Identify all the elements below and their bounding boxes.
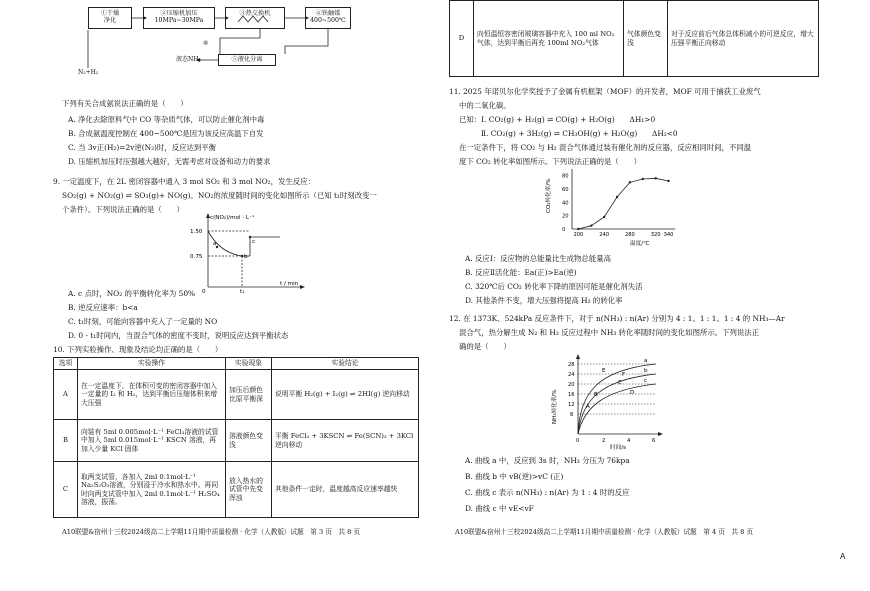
q10-header-operation: 实验操作 [78,358,226,370]
nh3-graph-ytick: 8 [570,412,574,418]
q10-cell: 平衡 FeCl₃ + 3KSCN ⇌ Fe(SCN)₃ + 3KCl 逆向移动 [272,420,419,462]
flow-box-catalyst: ④铁触媒 400~500℃ [305,7,351,29]
q8-option-b: B. 合成氨温度控制在 400~500℃是因为该反应高温下自发 [68,129,264,138]
table-row [450,1,819,77]
q9-graph-y2: 0.75 [190,254,203,260]
q10-stem: 10. 下列实验操作、现象及结论均正确的是（ ） [53,345,223,354]
q10-cell: 在一定温度下，在体积可变的密闭容器中加入一定量的 I₂ 和 H₂，达到平衡后压缩体积来增大压强 [78,370,226,420]
q10-cell: 对于反应前后气体总体积减小的可逆反应，增大压强平衡正向移动 [668,1,819,77]
q10-cell: 取两支试管，各加入 2ml 0.1mol·L⁻¹ Na₂S₂O₃溶液，分别浸于冷水和热水中。再同时向两支试管中加入 2ml 0.1mol·L⁻¹ H₂SO₄溶液，振荡。 [78,462,226,518]
co2-chart-xtick: 240 [599,232,610,238]
nh3-graph-xlabel: 时间/s [610,445,626,450]
q12-stem-line2: 混合气，热分解生成 N₂ 和 H₂ 反应过程中 NH₃ 转化率随时间的变化如图所示。下列说法正 [459,328,760,337]
q10-cell: 向恒温恒容密闭玻璃容器中充入 100 ml NO₂气体，达到平衡后再充 100ml NO₂气体 [474,1,624,77]
point-label-E: E [602,368,606,374]
q12-stem-line1: 12. 在 1373K、524kPa 反应条件下，对于 n(NH₃) : n(Ar) 分别为 4 : 1、1 : 1、1 : 4 的 NH₃—Ar [449,314,785,323]
co2-chart-xtick: 320 [650,232,661,238]
q9-graph-point-c: c [252,239,256,245]
right-footer: A10联盟&宿州十三校2024级高二上学期11月期中质量检测 · 化学（人教版）试题 第 4 页 共 8 页 [455,528,754,536]
q10-cell: A [54,370,78,420]
flow-arrows [60,0,360,82]
co2-data-point [667,180,669,182]
q11-option-b: B. 反应Ⅱ活化能：Ea(正)>Ea(逆) [465,268,577,277]
q11-option-c: C. 320℃后 CO₂ 转化率下降的原因可能是催化剂失活 [465,282,643,291]
nh3-graph-ytick: 20 [568,382,575,388]
co2-chart-ylabel: CO₂转化率/% [546,178,552,213]
q8-option-a: A. 净化去除原料气中 CO 等杂质气体，可以防止催化剂中毒 [68,115,265,124]
flow-label-output: 液态NH₃ [176,56,201,63]
q11-option-d: D. 其他条件不变，增大压强将提高 H₂ 的转化率 [465,296,623,305]
nh3-graph-xtick: 2 [602,438,606,444]
curve-label-b: b [644,368,648,374]
nh3-graph-xtick: 6 [652,438,656,444]
co2-data-point [654,177,656,179]
q9-graph-point-a: a [213,241,217,247]
curve-label-a: a [644,358,648,364]
q10-cell: 加压后颜色比原平衡深 [226,370,272,420]
q10-cell: 溶液颜色变浅 [226,420,272,462]
left-footer: A10联盟&宿州十三校2024级高二上学期11月期中质量检测 · 化学（人教版）试题 第 3 页 共 8 页 [62,528,361,536]
q9-graph-point-b: b [244,254,248,260]
nh3-graph-ylabel: NH₃转化率/% [552,389,558,424]
table-row [54,370,419,420]
q9-concentration-graph [180,213,310,293]
co2-chart-ytick: 60 [562,187,569,193]
co2-data-point [642,178,644,180]
point-label-A: A [586,404,590,410]
flow-box-compressor: ②压缩机加压 10MPa~30MPa [143,7,215,29]
q10-header-option: 选项 [54,358,78,370]
q9-graph-origin: 0 [202,289,206,293]
flow-box-liquefaction: ⑤液化分离 [218,54,276,66]
flow-label-6: ⑥ [203,40,209,47]
q10-header-phenomenon: 实验现象 [226,358,272,370]
co2-conversion-chart [540,165,680,250]
flow-box-heat-exchanger: ③热交换机 [225,7,285,29]
co2-series-line [578,178,668,229]
co2-chart-ytick: 0 [562,227,566,233]
co2-chart-ytick: 40 [562,200,569,207]
point-label-D: D [630,390,635,396]
q12-option-d: D. 曲线 c 中 vE<vF [465,504,534,513]
point-label-B: B [594,392,598,398]
nh3-graph-ytick: 24 [568,372,575,378]
q10-cell: 向装有 5ml 0.005mol·L⁻¹ FeCl₃溶液的试管中加入 5ml 0.015mol·L⁻¹ KSCN 溶液，再加入少量 KCl 固体 [78,420,226,462]
q10-cell: 其他条件一定时，温度越高反应速率越快 [272,462,419,518]
q9-graph-t1: t₁ [240,289,245,293]
table-row [54,462,419,518]
q10-cell: B [54,420,78,462]
q11-reaction-2: Ⅱ. CO₂(g) + 3H₂(g) ⇌ CH₃OH(g) + H₂O(g) ΔH₂<0 [481,129,678,138]
nh3-graph-ytick: 12 [568,402,575,408]
q10-table-continued [449,0,819,77]
q9-stem-line2: SO₂(g) + NO₂(g) ⇌ SO₃(g)+ NO(g)。NO₂的浓度随时间的变化如图所示（已知 t₁时刻改变一 [62,191,377,200]
co2-data-point [577,228,579,230]
q9-graph-ylabel: c(NO₂)/mol · L⁻¹ [210,215,255,221]
q10-cell: 说明平衡 H₂(g) + I₂(g) ⇌ 2HI(g) 逆向移动 [272,370,419,420]
nh3-graph-xtick: 0 [576,438,580,444]
nh3-graph-ytick: 28 [568,362,575,368]
co2-chart-ytick: 80 [562,173,569,180]
q10-header-conclusion: 实验结论 [272,358,419,370]
q10-table [53,357,419,518]
co2-chart-xtick: 280 [624,232,635,238]
point-label-C: C [618,380,622,386]
flow-label-input: N₂+H₂ [78,69,99,76]
flow-box-dry: ①干燥 净化 [88,7,132,29]
q8-stem: 下列有关合成氨说法正确的是（ ） [62,99,188,108]
q9-stem-line3: 个条件）。下列说法正确的是（ ） [62,205,184,214]
co2-data-point [616,196,618,198]
q8-option-d: D. 压缩机加压时压强越大越好，无需考虑对设备和动力的要求 [68,157,271,166]
co2-chart-xlabel: 温度/℃ [630,241,650,247]
q9-graph-xlabel: t / min [280,281,299,287]
q9-option-b: B. 逆反应速率：b<a [68,303,138,312]
q12-option-b: B. 曲线 b 中 vB(逆)>vC (正) [465,472,564,481]
q10-cell: 放入热水的试管中先变浑浊 [226,462,272,518]
q10-cell: 气体颜色变浅 [624,1,668,77]
curve-label-c: c [644,378,648,384]
point-label-F: F [622,372,626,378]
co2-chart-ytick: 20 [562,213,569,220]
co2-chart-xtick: 200 [573,232,584,238]
q9-option-d: D. 0 - t₁时间内，当混合气体的密度不变时，说明反应达到平衡状态 [68,331,289,340]
co2-data-point [590,224,592,226]
q9-stem-line1: 9. 一定温度下，在 2L 密闭容器中通入 3 mol SO₂ 和 3 mol NO₂，发生反应： [53,177,315,186]
q11-stem-line4: 度下 CO₂ 转化率如图所示。下列说法正确的是（ ） [459,157,641,166]
nh3-graph-xtick: 4 [627,438,631,444]
q10-cell: D [450,1,474,77]
q9-option-c: C. t₁时刻，可能向容器中充入了一定量的 NO [68,317,218,326]
corner-mark: A [840,552,846,561]
q12-stem-line3: 确的是（ ） [459,342,511,351]
q11-stem-line3: 在一定条件下，将 CO₂ 与 H₂ 混合气体通过装有催化剂的反应器，反应相同时间，不同温 [459,143,752,152]
q9-option-a: A. c 点时，NO₂ 的平衡转化率为 50% [68,289,196,298]
q10-cell: C [54,462,78,518]
q11-reaction-1: 已知：Ⅰ. CO₂(g) + H₂(g) ⇌ CO(g) + H₂O(g) ΔH₁>0 [459,115,656,124]
q8-option-c: C. 当 3v正(H₂)=2v逆(N₂)时，反应达到平衡 [68,143,217,152]
q11-option-a: A. 反应Ⅰ：反应物的总能量比生成物总能量高 [465,254,611,263]
table-row [54,420,419,462]
q11-stem-line1: 11. 2025 年诺贝尔化学奖授予了金属有机框架（MOF）的开发者，MOF 可用于捕获工业废气 [449,87,761,96]
nh3-graph-ytick: 16 [568,392,575,398]
q11-stem-line2: 中的二氧化碳。 [459,101,511,110]
q12-option-a: A. 曲线 a 中，反应到 3s 时，NH₃ 分压为 76kpa [465,456,630,465]
q9-graph-y1: 1.50 [190,229,203,235]
nh3-conversion-graph [548,352,678,450]
co2-data-point [603,216,605,218]
co2-chart-xtick: 340 [663,232,674,238]
q12-option-c: C. 曲线 c 表示 n(NH₃) : n(Ar) 为 1 : 4 时的反应 [465,488,630,497]
co2-data-point [629,181,631,183]
